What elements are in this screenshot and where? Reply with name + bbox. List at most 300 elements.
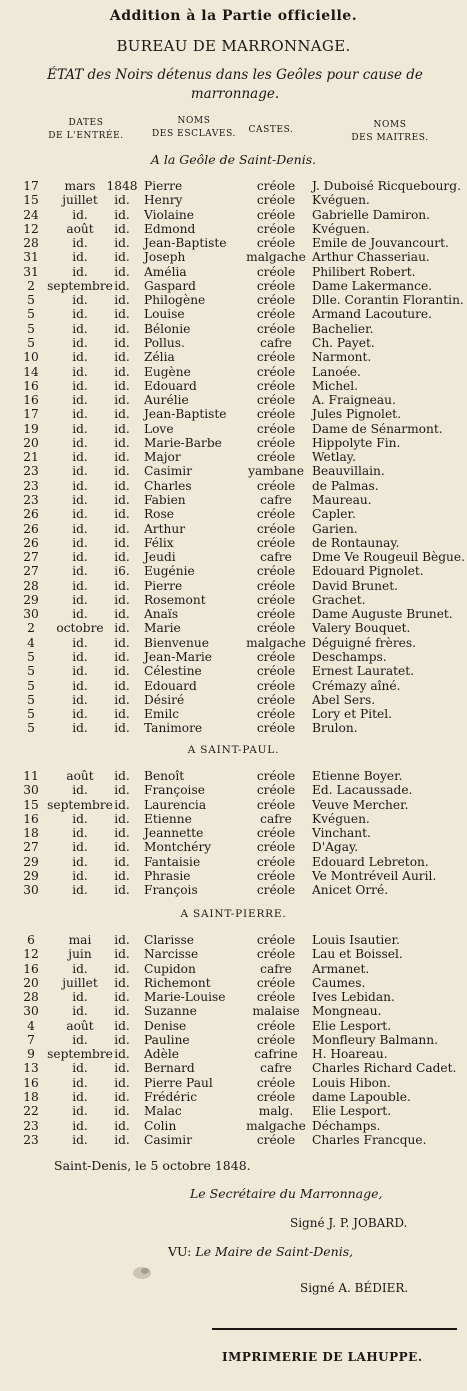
table-row — [0, 990, 467, 1004]
master-name: Ernest Lauratet. — [312, 664, 414, 679]
slave-name: Pierre — [144, 179, 183, 193]
slave-name: Love — [144, 421, 174, 436]
entry-year: id. — [114, 407, 130, 422]
caste: cafre — [260, 1061, 292, 1076]
table-row — [0, 1133, 467, 1147]
footer-vu — [168, 1244, 353, 1259]
slave-name: Narcisse — [144, 947, 199, 962]
entry-month: juin — [68, 947, 92, 962]
entry-month: id. — [72, 535, 88, 550]
caste: créole — [256, 221, 296, 236]
master-name: Grachet. — [312, 592, 366, 607]
table-row — [0, 307, 467, 321]
table-row — [0, 550, 467, 564]
entry-month: id. — [72, 435, 88, 450]
slave-name: Françoise — [144, 783, 205, 798]
slave-name: François — [144, 883, 198, 898]
bureau-title: BUREAU DE MARRONNAGE. — [116, 37, 351, 55]
slave-name: Pollus. — [144, 336, 185, 350]
entry-month: id. — [72, 450, 88, 465]
vu-text: Le Maire de Saint-Denis, — [195, 1244, 354, 1259]
entry-day: 31 — [23, 250, 39, 265]
entry-day: 5 — [27, 678, 35, 693]
slave-name: Rose — [144, 507, 174, 522]
entry-year: id. — [114, 975, 130, 990]
table-row — [0, 769, 467, 783]
entry-month: id. — [72, 336, 88, 350]
entry-day: 5 — [27, 293, 35, 308]
slave-name: Jean-Marie — [144, 649, 213, 664]
master-name: Philibert Robert. — [312, 264, 416, 279]
slave-name: Jeannette — [144, 826, 204, 841]
entry-year: id. — [114, 1004, 130, 1019]
entry-day: 14 — [23, 364, 39, 379]
entry-month: id. — [72, 1075, 88, 1090]
table-row — [0, 636, 467, 650]
entry-day: 16 — [23, 378, 39, 393]
master-name: Mongneau. — [312, 1004, 382, 1019]
entry-month: id. — [72, 393, 88, 407]
entry-day: 16 — [23, 1075, 39, 1090]
ink-smudge — [128, 1262, 158, 1284]
table-row — [0, 664, 467, 678]
caste: créole — [256, 649, 296, 664]
caste: cafrine — [254, 1047, 298, 1062]
slave-name: Laurencia — [144, 797, 207, 812]
slave-name: Colin — [144, 1118, 177, 1133]
slave-name: Eugène — [144, 364, 191, 379]
entry-month: id. — [72, 578, 88, 593]
entry-month: id. — [72, 649, 88, 664]
caste: créole — [256, 678, 296, 693]
entry-year: id. — [114, 797, 130, 812]
entry-day: 5 — [27, 664, 35, 679]
column-header-dates-line2: DE L'ENTRÉE. — [48, 131, 124, 141]
master-name: de Rontaunay. — [312, 535, 400, 550]
entry-year: id. — [114, 221, 130, 236]
slave-name: Casimir — [144, 1132, 193, 1147]
caste: créole — [256, 378, 296, 393]
slave-name: Etienne — [144, 811, 192, 826]
caste: créole — [256, 592, 296, 607]
slave-name: Edouard — [144, 378, 197, 393]
column-header-masters — [340, 119, 440, 145]
table-row — [0, 947, 467, 961]
master-name: Kvéguen. — [312, 221, 370, 236]
entry-year: id. — [114, 278, 130, 293]
master-name: Lanoée. — [312, 364, 361, 379]
master-name: D'Agay. — [312, 840, 359, 855]
entry-year: id. — [114, 350, 130, 365]
master-name: Jules Pignolet. — [312, 407, 401, 422]
caste: créole — [256, 421, 296, 436]
master-name: dame Lapouble. — [312, 1090, 411, 1104]
entry-month: id. — [72, 607, 88, 622]
entry-month: id. — [72, 635, 88, 650]
entry-year: id. — [114, 450, 130, 465]
caste: créole — [256, 435, 296, 450]
master-name: Hippolyte Fin. — [312, 435, 401, 450]
secretary-signature: Signé J. P. JOBARD. — [290, 1216, 408, 1230]
caste: cafre — [260, 492, 292, 507]
table-row — [0, 564, 467, 578]
caste: créole — [256, 364, 296, 379]
footer-secretary: Le Secrétaire du Marronnage, — [190, 1186, 383, 1201]
entry-month: id. — [72, 1118, 88, 1133]
entry-year: id. — [114, 236, 130, 251]
master-name: Ve Montréveil Auril. — [312, 868, 437, 883]
entry-day: 4 — [27, 1018, 35, 1033]
entry-month: id. — [72, 421, 88, 436]
entry-month: id. — [72, 507, 88, 522]
caste: créole — [256, 783, 296, 798]
caste: créole — [256, 1018, 296, 1033]
column-header-dates — [40, 117, 132, 143]
column-header-castes — [240, 124, 302, 137]
master-name: Gabrielle Damiron. — [312, 207, 431, 222]
caste: créole — [256, 207, 296, 222]
master-name: A. Fraigneau. — [312, 393, 396, 407]
entry-year: id. — [114, 868, 130, 883]
entry-month: id. — [72, 293, 88, 308]
master-name: Capler. — [312, 507, 356, 522]
entry-day: 28 — [23, 990, 39, 1005]
caste: créole — [256, 236, 296, 251]
caste: créole — [256, 535, 296, 550]
caste: créole — [256, 769, 296, 783]
caste: créole — [256, 179, 296, 193]
entry-day: 9 — [27, 1047, 35, 1062]
master-name: Déguigné frères. — [312, 635, 416, 650]
entry-year: i6. — [114, 564, 130, 579]
table-row — [0, 493, 467, 507]
table-row — [0, 450, 467, 464]
entry-month: id. — [72, 250, 88, 265]
entry-year: id. — [114, 321, 130, 336]
slave-name: Clarisse — [144, 933, 194, 947]
entry-year: id. — [114, 550, 130, 564]
caste: créole — [256, 883, 296, 898]
caste: créole — [256, 990, 296, 1005]
slave-name: Zélia — [144, 350, 175, 365]
table-row — [0, 798, 467, 812]
entry-day: 29 — [23, 854, 39, 869]
column-header-castes-label: CASTES. — [248, 125, 294, 135]
slave-name: Casimir — [144, 464, 193, 479]
entry-day: 6 — [27, 933, 35, 947]
master-name: Veuve Mercher. — [312, 797, 409, 812]
caste: créole — [256, 193, 296, 208]
column-header-masters-line1: NOMS — [373, 120, 407, 130]
entry-year: id. — [114, 250, 130, 265]
entry-month: août — [66, 221, 94, 236]
caste: cafre — [260, 336, 292, 350]
table-row — [0, 422, 467, 436]
slave-name: Amélia — [144, 264, 187, 279]
table-row — [0, 1076, 467, 1090]
entry-year: id. — [114, 264, 130, 279]
master-name: Déchamps. — [312, 1118, 381, 1133]
slave-name: Henry — [144, 193, 183, 208]
caste: créole — [256, 307, 296, 322]
table-row — [0, 593, 467, 607]
entry-month: id. — [72, 478, 88, 493]
slave-name: Cupidon — [144, 961, 196, 976]
slave-name: Anaïs — [144, 607, 179, 622]
entry-year: id. — [114, 1032, 130, 1047]
master-name: Kvéguen. — [312, 811, 370, 826]
entry-year: id. — [114, 307, 130, 322]
entry-month: id. — [72, 1104, 88, 1119]
table-row — [0, 179, 467, 193]
table-row — [0, 250, 467, 264]
slave-name: Frédéric — [144, 1090, 198, 1104]
table-row — [0, 350, 467, 364]
master-name: Elie Lesport. — [312, 1104, 392, 1119]
entry-year: id. — [114, 378, 130, 393]
entry-year: id. — [114, 364, 130, 379]
table-row — [0, 607, 467, 621]
table-row — [0, 1004, 467, 1018]
caste: créole — [256, 293, 296, 308]
entry-month: id. — [72, 783, 88, 798]
caste: créole — [256, 1090, 296, 1104]
caste: cafre — [260, 961, 292, 976]
entry-year: id. — [114, 649, 130, 664]
entry-year: id. — [114, 435, 130, 450]
entry-month: id. — [72, 678, 88, 693]
entry-day: 2 — [27, 621, 35, 636]
caste: créole — [256, 840, 296, 855]
table-row — [0, 322, 467, 336]
slave-name: Rosemont — [144, 592, 206, 607]
entry-year: id. — [114, 721, 130, 736]
caste: malg. — [258, 1104, 294, 1119]
slave-name: Célestine — [144, 664, 202, 679]
section-title: A SAINT-PIERRE. — [180, 908, 287, 920]
slave-name: Phrasie — [144, 868, 191, 883]
table-row — [0, 1061, 467, 1075]
entry-day: 5 — [27, 707, 35, 721]
master-name: Dme Ve Rougeuil Bègue. — [312, 550, 465, 564]
table-row — [0, 650, 467, 664]
entry-month: id. — [72, 364, 88, 379]
master-name: Garien. — [312, 521, 358, 536]
entry-year: id. — [114, 664, 130, 679]
footer-date: Saint-Denis, le 5 octobre 1848. — [54, 1158, 251, 1173]
entry-year: id. — [114, 678, 130, 693]
entry-day: 7 — [27, 1032, 35, 1047]
slave-name: Jean-Baptiste — [144, 236, 227, 251]
table-row — [0, 236, 467, 250]
caste: créole — [256, 278, 296, 293]
slave-name: Marie-Louise — [144, 990, 226, 1005]
supplement-title: Addition à la Partie officielle. — [109, 8, 358, 24]
master-name: Michel. — [312, 378, 359, 393]
entry-day: 5 — [27, 692, 35, 707]
slave-name: Adèle — [144, 1047, 179, 1062]
entry-year: id. — [114, 1047, 130, 1062]
slave-name: Philogène — [144, 293, 206, 308]
entry-year: id. — [114, 1104, 130, 1119]
entry-year: id. — [114, 521, 130, 536]
entry-month: id. — [72, 350, 88, 365]
caste: créole — [256, 692, 296, 707]
table-row — [0, 436, 467, 450]
master-name: J. Duboisé Ricquebourg. — [312, 179, 461, 193]
caste: créole — [256, 664, 296, 679]
entry-month: id. — [72, 1061, 88, 1076]
entry-month: id. — [72, 464, 88, 479]
slave-name: Emilc — [144, 707, 180, 721]
entry-month: septembre — [47, 797, 113, 812]
entry-year: id. — [114, 840, 130, 855]
slave-name: Bélonie — [144, 321, 191, 336]
caste: créole — [256, 393, 296, 407]
entry-month: id. — [72, 1004, 88, 1019]
slave-name: Louise — [144, 307, 185, 322]
entry-day: 5 — [27, 721, 35, 736]
entry-day: 12 — [23, 947, 39, 962]
entry-year: id. — [114, 293, 130, 308]
entry-month: juillet — [62, 193, 98, 208]
table-row — [0, 1119, 467, 1133]
caste: créole — [256, 450, 296, 465]
entry-month: id. — [72, 1032, 88, 1047]
vu-prefix: VU: — [168, 1244, 192, 1259]
entry-day: 27 — [23, 550, 39, 564]
entry-day: 30 — [23, 783, 39, 798]
entry-month: octobre — [56, 621, 104, 636]
table-row — [0, 522, 467, 536]
slave-name: Jeudi — [144, 550, 176, 564]
slave-name: Marie — [144, 621, 181, 636]
entry-day: 20 — [23, 975, 39, 990]
entry-day: 17 — [23, 407, 39, 422]
slave-name: Montchéry — [144, 840, 212, 855]
slave-name: Eugénie — [144, 564, 195, 579]
caste: créole — [256, 1132, 296, 1147]
entry-day: 23 — [23, 492, 39, 507]
table-row — [0, 336, 467, 350]
entry-month: id. — [72, 264, 88, 279]
entry-day: 27 — [23, 564, 39, 579]
master-name: de Palmas. — [312, 478, 379, 493]
entry-year: id. — [114, 933, 130, 947]
entry-day: 16 — [23, 811, 39, 826]
entry-month: id. — [72, 840, 88, 855]
table-row — [0, 279, 467, 293]
slave-name: Félix — [144, 535, 174, 550]
entry-month: id. — [72, 550, 88, 564]
entry-year: id. — [114, 592, 130, 607]
master-name: Edouard Lebreton. — [312, 854, 429, 869]
caste: créole — [256, 521, 296, 536]
entry-day: 23 — [23, 478, 39, 493]
slave-name: Major — [144, 450, 181, 465]
caste: malgache — [246, 250, 306, 265]
entry-year: id. — [114, 193, 130, 208]
caste: cafre — [260, 550, 292, 564]
caste: créole — [256, 321, 296, 336]
table-row — [0, 721, 467, 735]
caste: créole — [256, 933, 296, 947]
printer-imprint: IMPRIMERIE DE LAHUPPE. — [222, 1350, 423, 1364]
section-title: A la Geôle de Saint-Denis. — [150, 152, 317, 167]
entry-month: id. — [72, 664, 88, 679]
column-header-masters-line2: DES MAITRES. — [351, 133, 429, 143]
slave-name: Denise — [144, 1018, 187, 1033]
caste: créole — [256, 826, 296, 841]
caste: créole — [256, 707, 296, 721]
entry-year: id. — [114, 961, 130, 976]
slave-name: Jean-Baptiste — [144, 407, 227, 422]
entry-day: 18 — [23, 826, 39, 841]
entry-day: 26 — [23, 535, 39, 550]
entry-month: id. — [72, 811, 88, 826]
table-row — [0, 1019, 467, 1033]
master-name: Etienne Boyer. — [312, 769, 403, 783]
table-row — [0, 479, 467, 493]
entry-month: id. — [72, 492, 88, 507]
slave-name: Gaspard — [144, 278, 196, 293]
table-row — [0, 464, 467, 478]
entry-year: id. — [114, 478, 130, 493]
master-name: Arthur Chasseriau. — [312, 250, 430, 265]
entry-year: id. — [114, 990, 130, 1005]
slave-name: Aurélie — [144, 393, 189, 407]
entry-month: id. — [72, 707, 88, 721]
entry-month: mai — [68, 933, 92, 947]
caste: créole — [256, 797, 296, 812]
column-header-dates-line1: DATES — [68, 118, 104, 128]
entry-day: 10 — [23, 350, 39, 365]
master-name: Dame de Sénarmont. — [312, 421, 443, 436]
table-row — [0, 208, 467, 222]
master-name: Monfleury Balmann. — [312, 1032, 438, 1047]
table-row — [0, 407, 467, 421]
master-name: Dame Auguste Brunet. — [312, 607, 453, 622]
slave-name: Edouard — [144, 678, 197, 693]
entry-month: id. — [72, 521, 88, 536]
entry-year: id. — [114, 1132, 130, 1147]
entry-year: id. — [114, 883, 130, 898]
caste: créole — [256, 478, 296, 493]
caste: créole — [256, 607, 296, 622]
entry-year: id. — [114, 621, 130, 636]
master-name: Louis Hibon. — [312, 1075, 391, 1090]
master-name: Charles Richard Cadet. — [312, 1061, 457, 1076]
slave-name: Fantaisie — [144, 854, 201, 869]
entry-day: 23 — [23, 1118, 39, 1133]
entry-month: août — [66, 1018, 94, 1033]
entry-day: 29 — [23, 868, 39, 883]
master-name: David Brunet. — [312, 578, 398, 593]
table-row — [0, 855, 467, 869]
caste: créole — [256, 621, 296, 636]
entry-day: 17 — [23, 179, 39, 193]
entry-month: id. — [72, 883, 88, 898]
master-name: Beauvillain. — [312, 464, 385, 479]
table-row — [0, 707, 467, 721]
entry-month: août — [66, 769, 94, 783]
entry-year: 1848 — [106, 179, 138, 193]
caste: créole — [256, 1075, 296, 1090]
slave-name: Violaine — [144, 207, 194, 222]
entry-day: 27 — [23, 840, 39, 855]
caste: créole — [256, 264, 296, 279]
entry-month: id. — [72, 378, 88, 393]
